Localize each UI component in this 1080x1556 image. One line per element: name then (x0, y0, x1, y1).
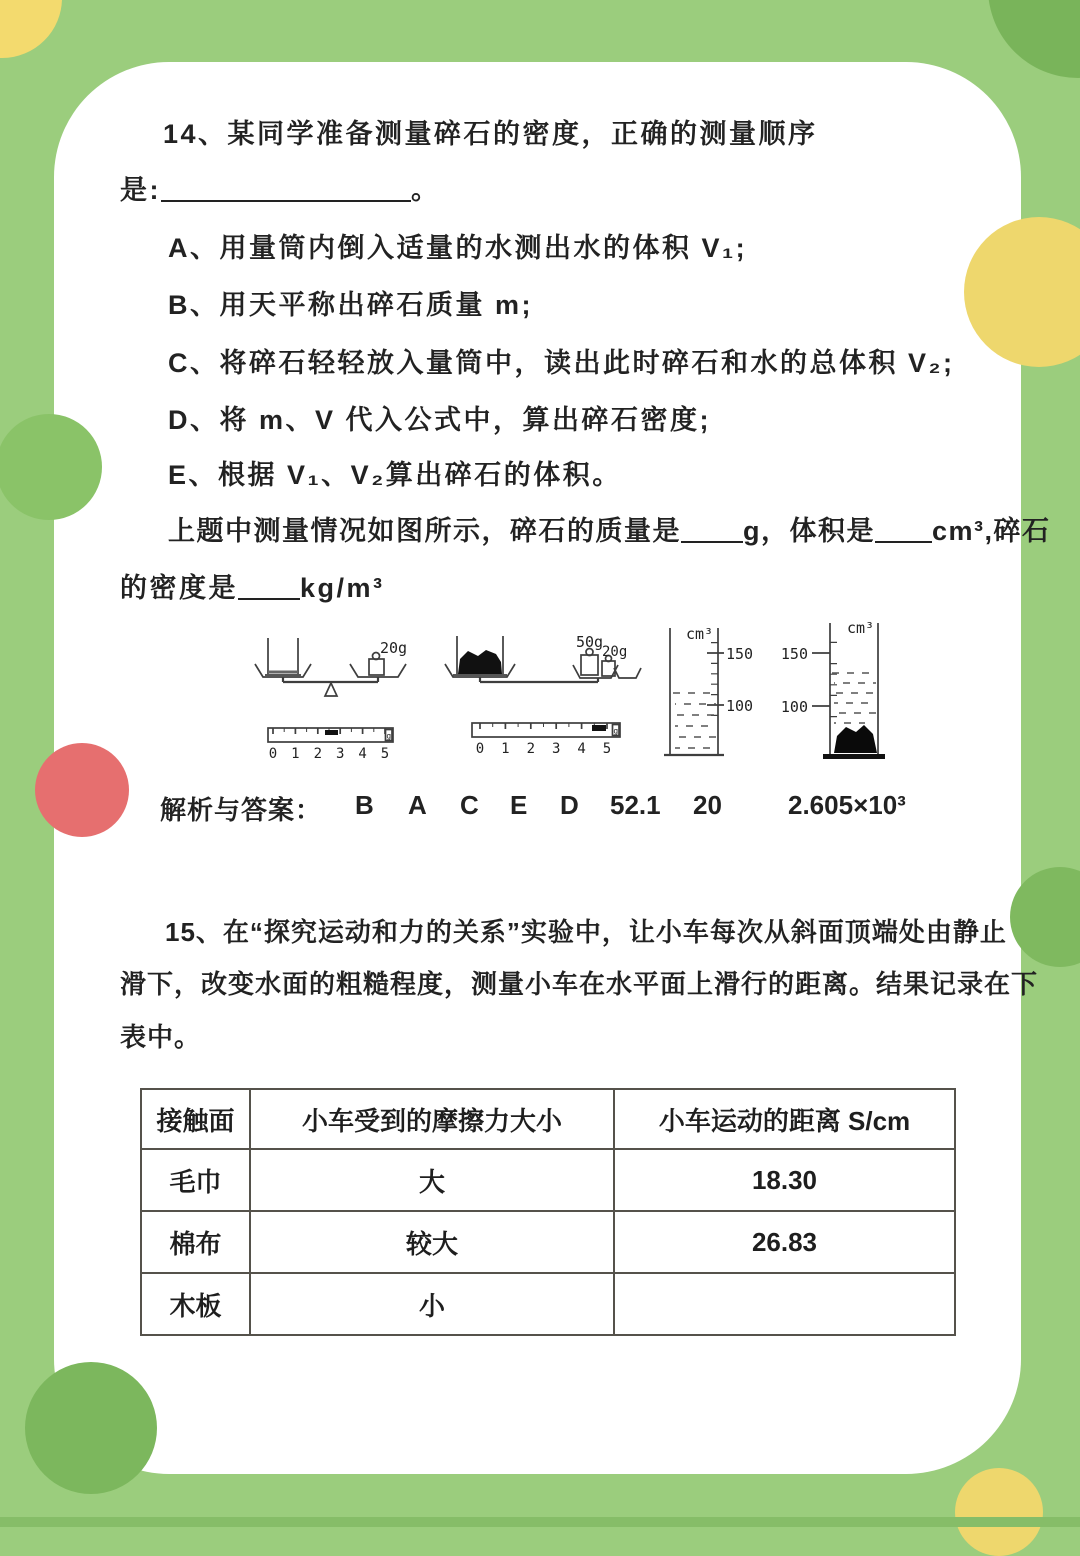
q15-line2: 滑下，改变水面的粗糙程度，测量小车在水平面上滑行的距离。结果记录在下 (120, 969, 1039, 999)
weight-label-50g: 50g (576, 633, 604, 651)
svg-text:3: 3 (551, 741, 561, 757)
table-header-surface: 接触面 (141, 1089, 250, 1149)
q14-fill-line1: 上题中测量情况如图所示，碎石的质量是 g，体积是 cm³,碎石 (168, 516, 1051, 546)
tick-150: 150 (726, 645, 754, 663)
svg-text:1: 1 (501, 741, 510, 757)
table-header-distance: 小车运动的距离 S/cm (614, 1089, 955, 1149)
svg-text:4: 4 (577, 741, 586, 757)
svg-text:3: 3 (335, 746, 345, 762)
crushed-stones-in-cylinder (834, 725, 877, 753)
q14-option-e: E、根据 V₁、V₂算出碎石的体积。 (168, 460, 622, 490)
q14-blank-mass (681, 514, 743, 543)
answer-value: A (408, 790, 427, 820)
q15-line3: 表中。 (120, 1022, 202, 1052)
table-header-friction: 小车受到的摩擦力大小 (250, 1089, 614, 1149)
q14-line2-prefix: 是: (120, 175, 161, 205)
svg-text:0: 0 (268, 746, 278, 762)
q14-blank-density (238, 571, 300, 600)
rider-marker-2 (592, 725, 606, 731)
q14-blank-order (161, 173, 411, 202)
answer-key-label: 解析与答案： (160, 795, 323, 825)
svg-text:4: 4 (358, 746, 367, 762)
decor-circle-top-left-yellow (0, 0, 62, 58)
q14-answer-blank-line (120, 168, 441, 207)
q14-blank-volume (875, 514, 932, 543)
table-row (141, 1211, 955, 1273)
answer-key-row (160, 790, 960, 826)
measuring-cylinder-2 (781, 619, 885, 759)
decor-circle-top-right-green (988, 0, 1080, 78)
cylinder-unit-label-2: cm³ (847, 619, 875, 637)
weight-label-20g: 20g (380, 639, 408, 657)
answer-value: D (560, 790, 579, 820)
svg-text:g: g (386, 731, 392, 741)
q14-option-d: D、将 m、V 代入公式中，算出碎石密度; (168, 405, 712, 435)
answer-value: 20 (693, 790, 722, 820)
balance-2 (445, 633, 641, 682)
decor-circle-left-red (35, 743, 129, 837)
tick-100: 100 (726, 697, 754, 715)
rider-marker (325, 730, 338, 735)
table-header-row (141, 1089, 955, 1149)
answer-value: E (510, 790, 528, 820)
measuring-cylinder-1 (664, 625, 753, 755)
crushed-stones-on-pan (458, 650, 502, 674)
tick-100-2: 100 (780, 698, 808, 716)
experiment-results-table (140, 1088, 956, 1336)
decor-circle-left-green (0, 414, 102, 520)
answer-value: 52.1 (610, 790, 661, 820)
decor-circle-bottom-right-yellow (955, 1468, 1043, 1556)
q14-option-c: C、将碎石轻轻放入量筒中，读出此时碎石和水的总体积 V₂; (168, 348, 955, 378)
q14-line1: 14、某同学准备测量碎石的密度，正确的测量顺序 (163, 119, 818, 149)
q15-line1: 15、在“探究运动和力的关系”实验中，让小车每次从斜面顶端处由静止 (165, 917, 1007, 947)
svg-text:2: 2 (526, 741, 536, 757)
table-cell: 木板 (141, 1273, 250, 1335)
q14-line2-period: 。 (411, 175, 441, 205)
rider-scale-1 (268, 728, 393, 762)
table-row (141, 1149, 955, 1211)
rider-scale-2 (472, 723, 620, 757)
svg-text:2: 2 (313, 746, 323, 762)
table-cell: 18.30 (614, 1149, 955, 1211)
svg-text:g: g (613, 726, 619, 736)
balance-1 (255, 638, 407, 696)
table-cell (614, 1273, 955, 1335)
table-cell: 26.83 (614, 1211, 955, 1273)
svg-text:1: 1 (291, 746, 300, 762)
table-cell: 较大 (250, 1211, 614, 1273)
density-measurement-figure (245, 612, 905, 780)
svg-text:5: 5 (380, 746, 390, 762)
tick-150-2: 150 (780, 645, 808, 663)
table-cell: 小 (250, 1273, 614, 1335)
q14-fill-line2: 的密度是 kg/m³ (120, 573, 385, 603)
answer-value: C (460, 790, 479, 820)
q14-option-b: B、用天平称出碎石质量 m; (168, 290, 533, 320)
answer-value: B (355, 790, 374, 820)
table-cell: 棉布 (141, 1211, 250, 1273)
svg-text:5: 5 (602, 741, 612, 757)
q14-option-a: A、用量筒内倒入适量的水测出水的体积 V₁; (168, 233, 748, 263)
table-row (141, 1273, 955, 1335)
table-cell: 大 (250, 1149, 614, 1211)
cylinder-unit-label: cm³ (686, 625, 714, 643)
weight-label-20g-2: 20g (602, 644, 628, 660)
answer-value: 2.605×10³ (788, 790, 906, 820)
decor-bottom-strip (0, 1517, 1080, 1527)
svg-text:0: 0 (475, 741, 485, 757)
table-cell: 毛巾 (141, 1149, 250, 1211)
decor-circle-bottom-left-green (25, 1362, 157, 1494)
